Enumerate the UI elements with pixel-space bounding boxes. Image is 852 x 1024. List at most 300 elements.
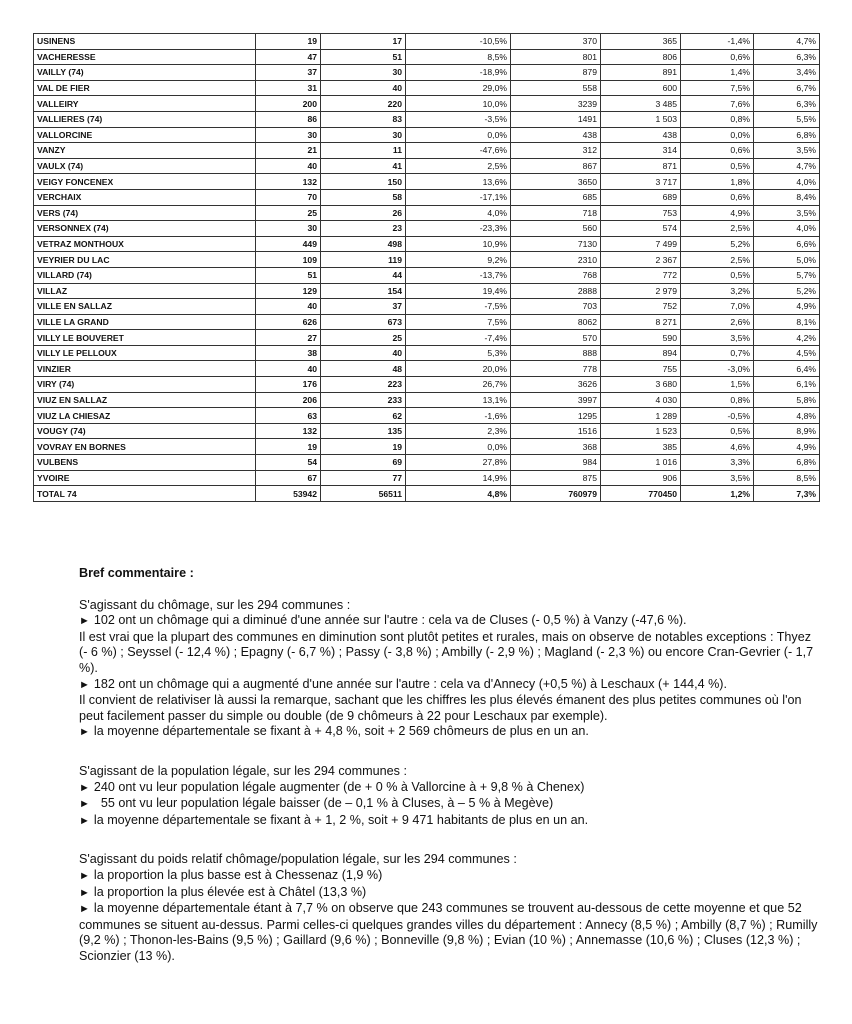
- commune-name-cell: VERCHAIX: [34, 189, 256, 205]
- population-change-cell: 4,6%: [681, 439, 754, 455]
- table-row: [34, 158, 820, 174]
- chomage-prev-cell: 176: [256, 377, 321, 393]
- table-row: [34, 361, 820, 377]
- chomage-change-cell: 4,8%: [406, 486, 511, 502]
- chomage-change-cell: 10,9%: [406, 236, 511, 252]
- chomage-prev-cell: 31: [256, 80, 321, 96]
- item-text: la proportion la plus basse est à Chessenaz (1,9 %): [93, 867, 383, 882]
- table-row: [34, 267, 820, 283]
- table-row: [34, 423, 820, 439]
- table-row: [34, 111, 820, 127]
- commune-name-cell: VALLIERES (74): [34, 111, 256, 127]
- population-curr-cell: 871: [601, 158, 681, 174]
- commune-name-cell: VIRY (74): [34, 377, 256, 393]
- population-prev-cell: 438: [511, 127, 601, 143]
- table-row: [34, 345, 820, 361]
- commune-name-cell: YVOIRE: [34, 470, 256, 486]
- population-curr-cell: 7 499: [601, 236, 681, 252]
- chomage-ratio-cell: 6,7%: [754, 80, 820, 96]
- chomage-prev-cell: 37: [256, 65, 321, 81]
- population-curr-cell: 365: [601, 34, 681, 50]
- chomage-prev-cell: 40: [256, 158, 321, 174]
- chomage-prev-cell: 86: [256, 111, 321, 127]
- commune-name-cell: VIUZ EN SALLAZ: [34, 392, 256, 408]
- chomage-prev-cell: 40: [256, 299, 321, 315]
- commune-name-cell: VINZIER: [34, 361, 256, 377]
- triangle-bullet-icon: ►: [79, 798, 90, 811]
- chomage-curr-cell: 154: [321, 283, 406, 299]
- table-row: [34, 377, 820, 393]
- commentary-section: [79, 764, 819, 829]
- population-curr-cell: 438: [601, 127, 681, 143]
- commune-name-cell: TOTAL 74: [34, 486, 256, 502]
- chomage-curr-cell: 41: [321, 158, 406, 174]
- chomage-change-cell: 4,0%: [406, 205, 511, 221]
- population-change-cell: 7,6%: [681, 96, 754, 112]
- commune-name-cell: USINENS: [34, 34, 256, 50]
- bullet-item: [79, 613, 819, 630]
- population-curr-cell: 2 979: [601, 283, 681, 299]
- chomage-ratio-cell: 4,2%: [754, 330, 820, 346]
- chomage-curr-cell: 673: [321, 314, 406, 330]
- commune-name-cell: VULBENS: [34, 455, 256, 471]
- chomage-ratio-cell: 8,1%: [754, 314, 820, 330]
- population-curr-cell: 600: [601, 80, 681, 96]
- chomage-change-cell: 8,5%: [406, 49, 511, 65]
- population-change-cell: 0,0%: [681, 127, 754, 143]
- population-prev-cell: 2310: [511, 252, 601, 268]
- population-prev-cell: 2888: [511, 283, 601, 299]
- chomage-prev-cell: 70: [256, 189, 321, 205]
- chomage-ratio-cell: 7,3%: [754, 486, 820, 502]
- population-prev-cell: 3650: [511, 174, 601, 190]
- commune-name-cell: VETRAZ MONTHOUX: [34, 236, 256, 252]
- population-curr-cell: 891: [601, 65, 681, 81]
- chomage-curr-cell: 30: [321, 127, 406, 143]
- population-change-cell: 1,5%: [681, 377, 754, 393]
- section-intro: S'agissant du poids relatif chômage/population légale, sur les 294 communes :: [79, 852, 517, 867]
- population-prev-cell: 3239: [511, 96, 601, 112]
- chomage-curr-cell: 498: [321, 236, 406, 252]
- population-prev-cell: 1516: [511, 423, 601, 439]
- commune-name-cell: VIUZ LA CHIESAZ: [34, 408, 256, 424]
- chomage-prev-cell: 67: [256, 470, 321, 486]
- commune-name-cell: VILLAZ: [34, 283, 256, 299]
- chomage-change-cell: 19,4%: [406, 283, 511, 299]
- commune-name-cell: VERS (74): [34, 205, 256, 221]
- population-curr-cell: 3 680: [601, 377, 681, 393]
- population-curr-cell: 806: [601, 49, 681, 65]
- chomage-ratio-cell: 3,5%: [754, 205, 820, 221]
- chomage-curr-cell: 119: [321, 252, 406, 268]
- population-change-cell: 7,0%: [681, 299, 754, 315]
- population-change-cell: 0,5%: [681, 423, 754, 439]
- population-curr-cell: 752: [601, 299, 681, 315]
- population-change-cell: -1,4%: [681, 34, 754, 50]
- chomage-change-cell: -17,1%: [406, 189, 511, 205]
- section-intro: S'agissant du chômage, sur les 294 communes :: [79, 597, 351, 612]
- population-curr-cell: 2 367: [601, 252, 681, 268]
- chomage-change-cell: 10,0%: [406, 96, 511, 112]
- population-curr-cell: 385: [601, 439, 681, 455]
- bullet-item: [79, 885, 819, 902]
- commune-name-cell: VEYRIER DU LAC: [34, 252, 256, 268]
- commune-name-cell: VALLORCINE: [34, 127, 256, 143]
- chomage-prev-cell: 132: [256, 423, 321, 439]
- chomage-change-cell: -13,7%: [406, 267, 511, 283]
- chomage-change-cell: -1,6%: [406, 408, 511, 424]
- chomage-prev-cell: 30: [256, 221, 321, 237]
- population-prev-cell: 718: [511, 205, 601, 221]
- chomage-prev-cell: 626: [256, 314, 321, 330]
- chomage-prev-cell: 30: [256, 127, 321, 143]
- population-curr-cell: 4 030: [601, 392, 681, 408]
- commentary-title: Bref commentaire :: [79, 566, 194, 580]
- triangle-bullet-icon: ►: [79, 781, 90, 794]
- chomage-ratio-cell: 4,5%: [754, 345, 820, 361]
- chomage-change-cell: -47,6%: [406, 143, 511, 159]
- commentary: [79, 566, 819, 987]
- triangle-bullet-icon: ►: [79, 814, 90, 827]
- chomage-ratio-cell: 6,3%: [754, 49, 820, 65]
- table-row: [34, 205, 820, 221]
- chomage-prev-cell: 109: [256, 252, 321, 268]
- chomage-change-cell: 0,0%: [406, 127, 511, 143]
- population-prev-cell: 768: [511, 267, 601, 283]
- population-change-cell: 3,3%: [681, 455, 754, 471]
- chomage-curr-cell: 40: [321, 80, 406, 96]
- population-curr-cell: 1 503: [601, 111, 681, 127]
- triangle-bullet-icon: ►: [79, 869, 90, 882]
- chomage-prev-cell: 19: [256, 439, 321, 455]
- chomage-ratio-cell: 4,7%: [754, 158, 820, 174]
- chomage-change-cell: -3,5%: [406, 111, 511, 127]
- population-change-cell: 0,6%: [681, 189, 754, 205]
- commune-name-cell: VOUGY (74): [34, 423, 256, 439]
- chomage-ratio-cell: 4,9%: [754, 439, 820, 455]
- chomage-prev-cell: 25: [256, 205, 321, 221]
- chomage-change-cell: -23,3%: [406, 221, 511, 237]
- table-row: [34, 408, 820, 424]
- item-text: Il est vrai que la plupart des communes en diminution sont plutôt petites et rurales, mais on observe de notables exceptions : Thyez (- 6 %) ; Seyssel (- 12,4 %) ; Epagny (- 6,7 %) ; Passy (- 3,8 %) ; Ambilly (- 2,9 %) ; Magland (- 2,3 %) ou encore Cran-Gevrier (- 1,7 %).: [79, 629, 817, 675]
- chomage-curr-cell: 223: [321, 377, 406, 393]
- triangle-bullet-icon: ►: [79, 886, 90, 899]
- chomage-curr-cell: 17: [321, 34, 406, 50]
- chomage-ratio-cell: 4,7%: [754, 34, 820, 50]
- commune-name-cell: VAILLY (74): [34, 65, 256, 81]
- population-change-cell: 1,8%: [681, 174, 754, 190]
- population-change-cell: 1,2%: [681, 486, 754, 502]
- population-prev-cell: 760979: [511, 486, 601, 502]
- chomage-change-cell: 2,3%: [406, 423, 511, 439]
- chomage-curr-cell: 62: [321, 408, 406, 424]
- population-curr-cell: 753: [601, 205, 681, 221]
- population-curr-cell: 1 289: [601, 408, 681, 424]
- population-change-cell: 0,8%: [681, 111, 754, 127]
- population-prev-cell: 888: [511, 345, 601, 361]
- population-prev-cell: 3626: [511, 377, 601, 393]
- chomage-ratio-cell: 3,5%: [754, 143, 820, 159]
- chomage-ratio-cell: 6,6%: [754, 236, 820, 252]
- population-prev-cell: 370: [511, 34, 601, 50]
- table-row: [34, 49, 820, 65]
- commune-name-cell: VALLEIRY: [34, 96, 256, 112]
- table-row: [34, 252, 820, 268]
- table-row: [34, 392, 820, 408]
- chomage-change-cell: 20,0%: [406, 361, 511, 377]
- chomage-prev-cell: 449: [256, 236, 321, 252]
- commune-name-cell: VEIGY FONCENEX: [34, 174, 256, 190]
- population-change-cell: 0,5%: [681, 267, 754, 283]
- chomage-change-cell: 13,6%: [406, 174, 511, 190]
- chomage-curr-cell: 56511: [321, 486, 406, 502]
- chomage-ratio-cell: 5,0%: [754, 252, 820, 268]
- population-prev-cell: 368: [511, 439, 601, 455]
- commune-name-cell: VILLY LE BOUVERET: [34, 330, 256, 346]
- population-change-cell: 0,7%: [681, 345, 754, 361]
- item-text: 182 ont un chômage qui a augmenté d'une année sur l'autre : cela va d'Annecy (+0,5 %) à Leschaux (+ 144,4 %).: [93, 676, 728, 691]
- chomage-change-cell: 0,0%: [406, 439, 511, 455]
- population-prev-cell: 875: [511, 470, 601, 486]
- bullet-item: [79, 724, 819, 741]
- commune-name-cell: VAL DE FIER: [34, 80, 256, 96]
- chomage-prev-cell: 47: [256, 49, 321, 65]
- commune-name-cell: VILLARD (74): [34, 267, 256, 283]
- population-curr-cell: 755: [601, 361, 681, 377]
- population-change-cell: 5,2%: [681, 236, 754, 252]
- chomage-ratio-cell: 6,8%: [754, 455, 820, 471]
- commentary-section: [79, 852, 819, 964]
- triangle-bullet-icon: ►: [79, 678, 90, 691]
- population-change-cell: 3,5%: [681, 470, 754, 486]
- item-text: 240 ont vu leur population légale augmenter (de + 0 % à Vallorcine à + 9,8 % à Chenex): [93, 779, 585, 794]
- population-prev-cell: 3997: [511, 392, 601, 408]
- chomage-curr-cell: 220: [321, 96, 406, 112]
- population-curr-cell: 3 485: [601, 96, 681, 112]
- bullet-item: [79, 796, 819, 813]
- paragraph-text: [79, 630, 819, 677]
- chomage-prev-cell: 19: [256, 34, 321, 50]
- paragraph-text: [79, 693, 819, 724]
- table-row: [34, 470, 820, 486]
- table-row: [34, 455, 820, 471]
- communes-table: [33, 33, 820, 502]
- table-row: [34, 314, 820, 330]
- chomage-curr-cell: 69: [321, 455, 406, 471]
- chomage-ratio-cell: 4,9%: [754, 299, 820, 315]
- population-prev-cell: 570: [511, 330, 601, 346]
- table-row: [34, 221, 820, 237]
- chomage-prev-cell: 51: [256, 267, 321, 283]
- chomage-ratio-cell: 4,0%: [754, 174, 820, 190]
- chomage-ratio-cell: 4,0%: [754, 221, 820, 237]
- chomage-curr-cell: 37: [321, 299, 406, 315]
- commune-name-cell: VILLE EN SALLAZ: [34, 299, 256, 315]
- table-row: [34, 299, 820, 315]
- chomage-curr-cell: 58: [321, 189, 406, 205]
- population-prev-cell: 984: [511, 455, 601, 471]
- chomage-curr-cell: 26: [321, 205, 406, 221]
- population-curr-cell: 906: [601, 470, 681, 486]
- triangle-bullet-icon: ►: [79, 726, 90, 739]
- population-change-cell: 0,8%: [681, 392, 754, 408]
- chomage-curr-cell: 23: [321, 221, 406, 237]
- population-curr-cell: 689: [601, 189, 681, 205]
- chomage-curr-cell: 48: [321, 361, 406, 377]
- population-prev-cell: 778: [511, 361, 601, 377]
- population-prev-cell: 867: [511, 158, 601, 174]
- table-row: [34, 96, 820, 112]
- bullet-item: [79, 813, 819, 830]
- chomage-prev-cell: 132: [256, 174, 321, 190]
- population-change-cell: 4,9%: [681, 205, 754, 221]
- population-curr-cell: 8 271: [601, 314, 681, 330]
- population-prev-cell: 8062: [511, 314, 601, 330]
- population-prev-cell: 312: [511, 143, 601, 159]
- population-prev-cell: 685: [511, 189, 601, 205]
- population-change-cell: 3,2%: [681, 283, 754, 299]
- chomage-change-cell: -7,5%: [406, 299, 511, 315]
- chomage-change-cell: -10,5%: [406, 34, 511, 50]
- population-change-cell: 3,5%: [681, 330, 754, 346]
- population-prev-cell: 7130: [511, 236, 601, 252]
- chomage-ratio-cell: 8,9%: [754, 423, 820, 439]
- chomage-change-cell: -7,4%: [406, 330, 511, 346]
- chomage-prev-cell: 38: [256, 345, 321, 361]
- chomage-change-cell: 2,5%: [406, 158, 511, 174]
- commune-name-cell: VANZY: [34, 143, 256, 159]
- table-row: [34, 236, 820, 252]
- chomage-curr-cell: 233: [321, 392, 406, 408]
- population-prev-cell: 801: [511, 49, 601, 65]
- bullet-item: [79, 780, 819, 797]
- chomage-prev-cell: 63: [256, 408, 321, 424]
- chomage-change-cell: 13,1%: [406, 392, 511, 408]
- chomage-curr-cell: 25: [321, 330, 406, 346]
- chomage-prev-cell: 40: [256, 361, 321, 377]
- chomage-change-cell: 5,3%: [406, 345, 511, 361]
- population-curr-cell: 590: [601, 330, 681, 346]
- item-text: la moyenne départementale se fixant à + 4,8 %, soit + 2 569 chômeurs de plus en un an.: [93, 724, 589, 739]
- chomage-curr-cell: 83: [321, 111, 406, 127]
- chomage-ratio-cell: 8,4%: [754, 189, 820, 205]
- chomage-curr-cell: 135: [321, 423, 406, 439]
- population-change-cell: 7,5%: [681, 80, 754, 96]
- population-curr-cell: 574: [601, 221, 681, 237]
- table-row: [34, 283, 820, 299]
- population-change-cell: 0,6%: [681, 49, 754, 65]
- chomage-ratio-cell: 6,8%: [754, 127, 820, 143]
- triangle-bullet-icon: ►: [79, 903, 90, 916]
- population-curr-cell: 1 523: [601, 423, 681, 439]
- population-change-cell: 0,5%: [681, 158, 754, 174]
- chomage-curr-cell: 51: [321, 49, 406, 65]
- population-change-cell: 1,4%: [681, 65, 754, 81]
- table-row: [34, 65, 820, 81]
- chomage-ratio-cell: 5,5%: [754, 111, 820, 127]
- chomage-ratio-cell: 4,8%: [754, 408, 820, 424]
- population-prev-cell: 703: [511, 299, 601, 315]
- chomage-curr-cell: 30: [321, 65, 406, 81]
- population-change-cell: -3,0%: [681, 361, 754, 377]
- population-change-cell: 2,5%: [681, 221, 754, 237]
- triangle-bullet-icon: ►: [79, 615, 90, 628]
- bullet-item: [79, 901, 819, 964]
- item-text: la moyenne départementale se fixant à + 1, 2 %, soit + 9 471 habitants de plus en un an.: [93, 812, 589, 827]
- population-change-cell: -0,5%: [681, 408, 754, 424]
- commune-name-cell: VAULX (74): [34, 158, 256, 174]
- chomage-ratio-cell: 6,1%: [754, 377, 820, 393]
- chomage-ratio-cell: 5,2%: [754, 283, 820, 299]
- chomage-prev-cell: 53942: [256, 486, 321, 502]
- commentary-section: [79, 598, 819, 741]
- table-row: [34, 189, 820, 205]
- population-change-cell: 0,6%: [681, 143, 754, 159]
- commune-name-cell: VILLE LA GRAND: [34, 314, 256, 330]
- population-curr-cell: 314: [601, 143, 681, 159]
- chomage-prev-cell: 54: [256, 455, 321, 471]
- chomage-curr-cell: 40: [321, 345, 406, 361]
- item-text: la moyenne départementale étant à 7,7 % on observe que 243 communes se trouvent au-dessous de cette moyenne et que 52 communes se situent au-dessus. Parmi celles-ci quelques grandes villes du département : Annecy (8,5 %) ; Ambilly (8,7 %) ; Rumilly (9,2 %) ; Thonon-les-Bains (9,5 %) ; Gaillard (9,6 %) ; Bonneville (9,8 %) ; Evian (10 %) ; Annemasse (10,6 %) ; Cluses (12,3 %) ; Scionzier (13 %).: [79, 901, 821, 963]
- table-row: [34, 34, 820, 50]
- chomage-change-cell: 27,8%: [406, 455, 511, 471]
- chomage-curr-cell: 150: [321, 174, 406, 190]
- section-intro: S'agissant de la population légale, sur les 294 communes :: [79, 763, 407, 778]
- commune-name-cell: VOVRAY EN BORNES: [34, 439, 256, 455]
- chomage-prev-cell: 129: [256, 283, 321, 299]
- population-change-cell: 2,6%: [681, 314, 754, 330]
- population-curr-cell: 772: [601, 267, 681, 283]
- population-curr-cell: 894: [601, 345, 681, 361]
- chomage-prev-cell: 206: [256, 392, 321, 408]
- chomage-ratio-cell: 5,8%: [754, 392, 820, 408]
- bullet-item: [79, 868, 819, 885]
- population-prev-cell: 560: [511, 221, 601, 237]
- population-change-cell: 2,5%: [681, 252, 754, 268]
- item-text: 102 ont un chômage qui a diminué d'une année sur l'autre : cela va de Cluses (- 0,5 %) à Vanzy (-47,6 %).: [93, 613, 687, 628]
- chomage-curr-cell: 44: [321, 267, 406, 283]
- chomage-change-cell: 9,2%: [406, 252, 511, 268]
- chomage-curr-cell: 19: [321, 439, 406, 455]
- population-prev-cell: 558: [511, 80, 601, 96]
- population-curr-cell: 1 016: [601, 455, 681, 471]
- item-text: la proportion la plus élevée est à Châtel (13,3 %): [93, 884, 367, 899]
- chomage-change-cell: 14,9%: [406, 470, 511, 486]
- population-curr-cell: 3 717: [601, 174, 681, 190]
- chomage-prev-cell: 21: [256, 143, 321, 159]
- table-row: [34, 330, 820, 346]
- chomage-prev-cell: 200: [256, 96, 321, 112]
- chomage-ratio-cell: 6,4%: [754, 361, 820, 377]
- chomage-curr-cell: 77: [321, 470, 406, 486]
- table-row: [34, 143, 820, 159]
- commune-name-cell: VACHERESSE: [34, 49, 256, 65]
- population-prev-cell: 1295: [511, 408, 601, 424]
- population-prev-cell: 1491: [511, 111, 601, 127]
- table-row: [34, 127, 820, 143]
- chomage-ratio-cell: 3,4%: [754, 65, 820, 81]
- item-text: Il convient de relativiser là aussi la remarque, sachant que les chiffres les plus élevés émanent des plus petites communes où l'on peut facilement passer du simple ou double (de 9 chômeurs à 22 pour Leschaux par exemple).: [79, 693, 805, 723]
- bullet-item: [79, 677, 819, 694]
- chomage-change-cell: 29,0%: [406, 80, 511, 96]
- table-row: [34, 439, 820, 455]
- population-curr-cell: 770450: [601, 486, 681, 502]
- chomage-ratio-cell: 6,3%: [754, 96, 820, 112]
- table-row: [34, 174, 820, 190]
- item-text: 55 ont vu leur population légale baisser (de – 0,1 % à Cluses, à – 5 % à Megève): [93, 796, 554, 811]
- table-row: [34, 80, 820, 96]
- chomage-ratio-cell: 5,7%: [754, 267, 820, 283]
